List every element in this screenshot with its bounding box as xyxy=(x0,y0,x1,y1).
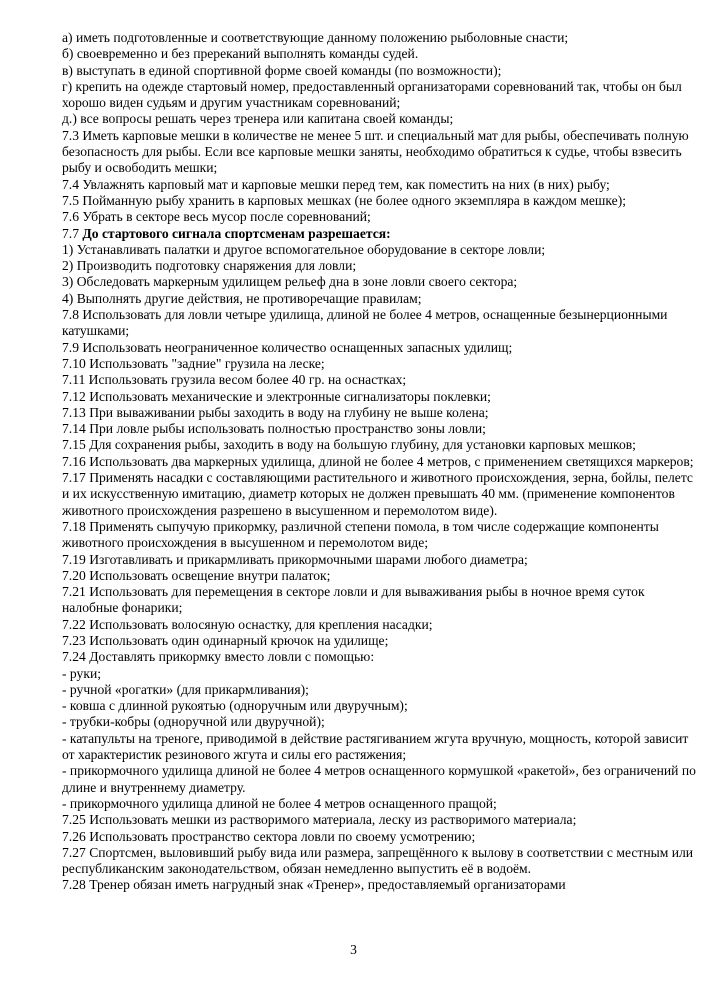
paragraph: 7.20 Использовать освещение внутри палаток; xyxy=(62,567,331,583)
document-page xyxy=(62,30,702,894)
paragraph: 7.15 Для сохранения рыбы, заходить в воду на большую глубину, для установки карповых мешков; xyxy=(62,437,636,453)
paragraph: в) выступать в единой спортивной форме своей команды (по возможности); xyxy=(62,62,502,78)
paragraph: 1) Устанавливать палатки и другое вспомогательное оборудование в секторе ловли; xyxy=(62,241,546,257)
paragraph: б) своевременно и без пререканий выполнять команды судей. xyxy=(62,46,419,62)
paragraph: 7.4 Увлажнять карповый мат и карповые мешки перед тем, как поместить на них (в них) рыбу; xyxy=(62,176,610,192)
paragraph: 4) Выполнять другие действия, не противоречащие правилам; xyxy=(62,290,422,306)
paragraph: д.) все вопросы решать через тренера или капитана своей команды; xyxy=(62,111,454,127)
paragraph: - руки; xyxy=(62,665,101,681)
heading-text: До стартового сигнала спортсменам разрешается: xyxy=(82,225,391,241)
text-block-2 xyxy=(62,242,702,894)
list-item: - прикормочного удилища длиной не более 4 метров оснащенного кормушкой «ракетой», без ограничений по длине и внутреннему диаметру. xyxy=(62,763,696,795)
list-item: - катапульты на треноге, приводимой в действие растягиванием жгута вручную, мощность, которой зависит от характеристик резинового жгута и силы его растяжения; xyxy=(62,730,689,763)
paragraph: 7.27 Спортсмен, выловивший рыбу вида или размера, запрещённого к вылову в соответствии с местным или республиканским законодательством, обязан немедленно выпустить её в водоём. xyxy=(62,844,694,877)
paragraph: 7.18 Применять сыпучую прикормку, различной степени помола, в том числе содержащие компоненты животного происхождения в высушенном и перемолотом виде; xyxy=(62,518,659,551)
paragraph: 7.28 Тренер обязан иметь нагрудный знак «Тренер», предоставляемый организаторами xyxy=(62,877,566,893)
paragraph: 3) Обследовать маркерным удилищем рельеф дна в зоне ловли своего сектора; xyxy=(62,274,518,290)
list-item: - прикормочного удилища длиной не более 4 метров оснащенного пращой; xyxy=(62,795,497,811)
paragraph: 7.13 При вываживании рыбы заходить в воду на глубину не выше колена; xyxy=(62,404,489,420)
list-item: 7.26 Использовать пространство сектора ловли по своему усмотрению; xyxy=(62,828,476,844)
paragraph: 7.3 Иметь карповые мешки в количестве не менее 5 шт. и специальный мат для рыбы, обеспечивать полную безопасность для рыбы. Если все карповые мешки заняты, необходимо обратиться к судье, чтобы взвесить рыбу и освободить мешки; xyxy=(62,127,689,176)
paragraph: 7.17 Применять насадки с составляющими растительного и животного происхождения, зерна, бойлы, пелетс и их искусственную имитацию, диаметр которых не должен превышать 40 мм. (применение компонентов животного происхождения разрешено в высушенном и перемолотом виде). xyxy=(62,470,693,518)
paragraph: 7.9 Использовать неограниченное количество оснащенных запасных удилищ; xyxy=(62,339,513,355)
paragraph: 7.14 При ловле рыбы использовать полностью пространство зоны ловли; xyxy=(62,421,486,437)
paragraph: 7.16 Использовать два маркерных удилища, длиной не более 4 метров, с применением светящихся маркеров; xyxy=(62,453,694,469)
paragraph: 7.11 Использовать грузила весом более 40 гр. на оснастках; xyxy=(62,372,407,388)
paragraph: 7.8 Использовать для ловли четыре удилища, длиной не более 4 метров, оснащенные безынерционными катушками; xyxy=(62,307,668,339)
paragraph: 7.12 Использовать механические и электронные сигнализаторы поклевки; xyxy=(62,388,491,404)
paragraph: - ручной «рогатки» (для прикармливания); xyxy=(62,681,309,697)
paragraph: 7.24 Доставлять прикормку вместо ловли с помощью: xyxy=(62,649,375,665)
paragraph: 7.21 Использовать для перемещения в секторе ловли и для вываживания рыбы в ночное время суток налобные фонарики; xyxy=(62,584,645,616)
paragraph: а) иметь подготовленные и соответствующие данному положению рыболовные снасти; xyxy=(62,30,569,45)
paragraph: г) крепить на одежде стартовый номер, предоставленный организаторами соревнований так, чтобы он был хорошо виден судьям и другим участникам соревнований; xyxy=(62,78,682,111)
text-block-1 xyxy=(62,30,702,226)
list-item: - трубки-кобры (одноручной или двуручной); xyxy=(62,714,325,730)
list-item: - ковша с длинной рукоятью (одноручным или двуручным); xyxy=(62,698,408,714)
paragraph: 7.5 Пойманную рыбу хранить в карповых мешках (не более одного экземпляра в каждом мешке); xyxy=(62,192,627,208)
heading-number: 7.7 xyxy=(62,225,83,241)
page-number: 3 xyxy=(350,942,357,957)
paragraph: 7.23 Использовать один одинарный крючок на удилище; xyxy=(62,632,389,648)
paragraph: 2) Производить подготовку снаряжения для ловли; xyxy=(62,258,357,274)
section-heading xyxy=(62,226,702,242)
paragraph: 7.10 Использовать "задние" грузила на леске; xyxy=(62,355,325,371)
paragraph: 7.19 Изготавливать и прикармливать прикормочными шарами любого диаметра; xyxy=(62,551,528,567)
paragraph: 7.6 Убрать в секторе весь мусор после соревнований; xyxy=(62,209,371,225)
list-item: 7.25 Использовать мешки из растворимого материала, леску из растворимого материала; xyxy=(62,812,577,828)
paragraph: 7.22 Использовать волосяную оснастку, для крепления насадки; xyxy=(62,616,433,632)
